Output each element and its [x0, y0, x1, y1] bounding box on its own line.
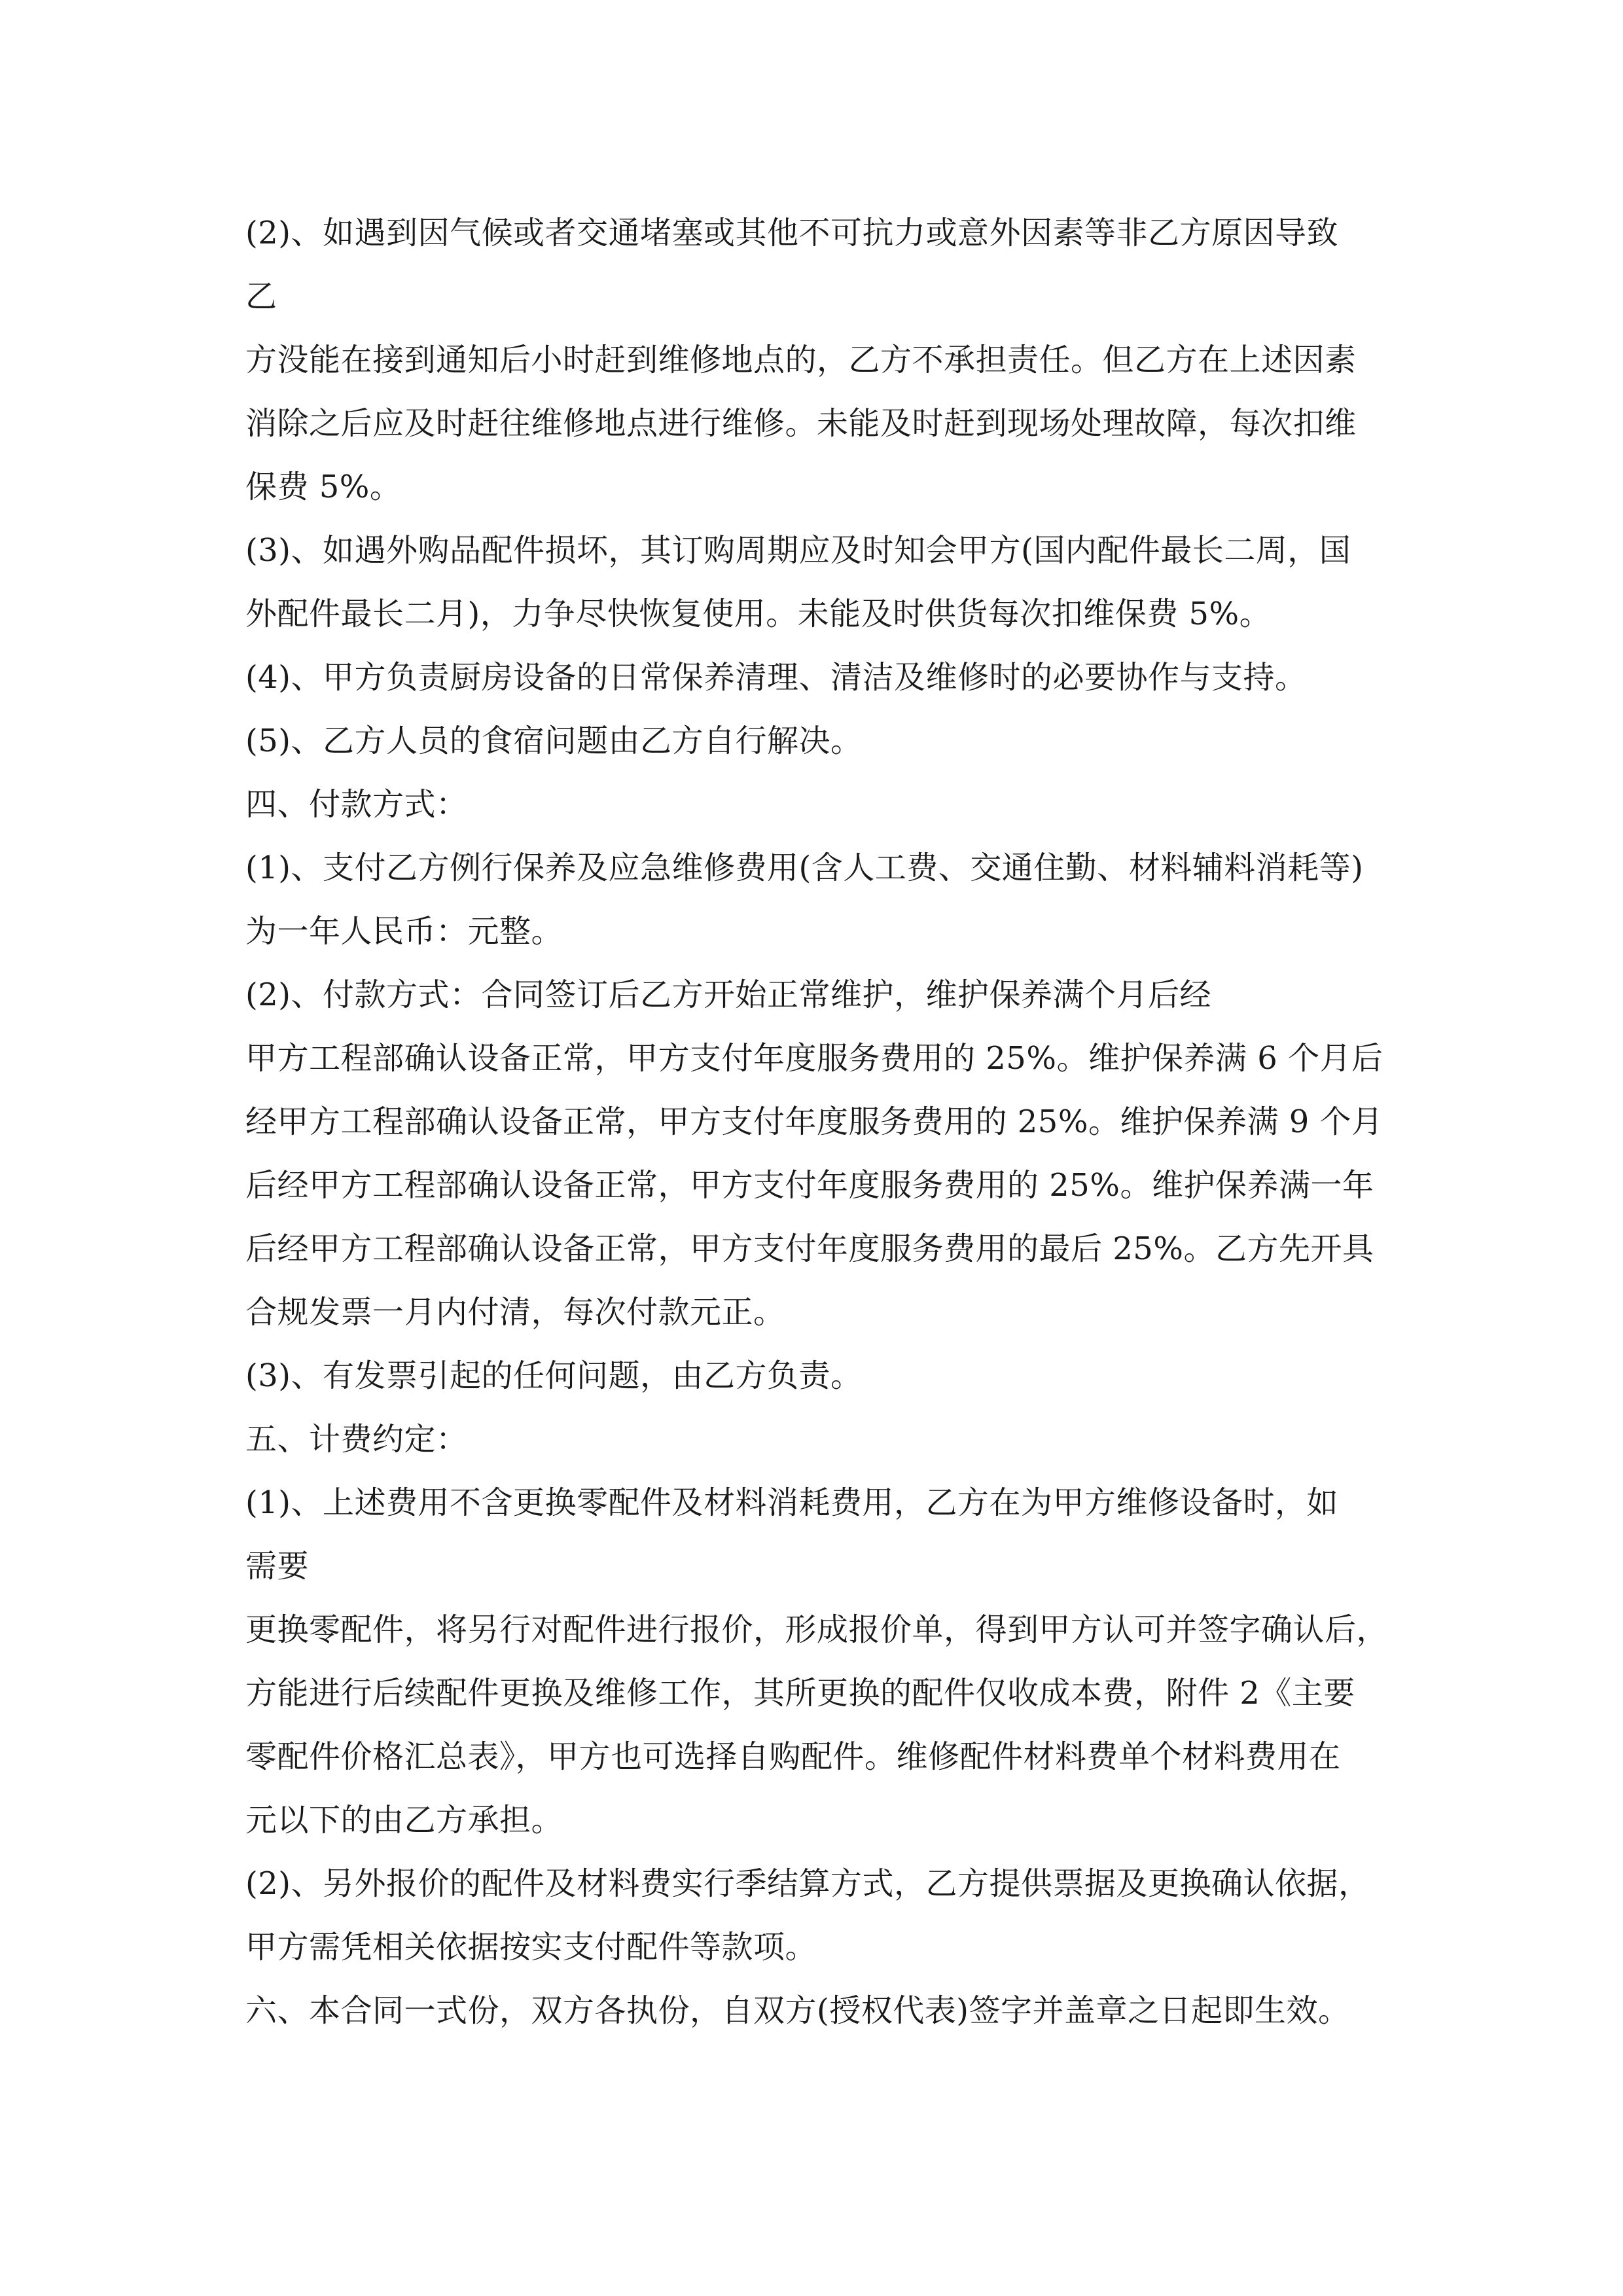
text-line: 方能进行后续配件更换及维修工作，其所更换的配件仅收成本费，附件 2《主要 [245, 1675, 1355, 1712]
text-line: (3)、如遇外购品配件损坏，其订购周期应及时知会甲方(国内配件最长二周，国 [245, 532, 1351, 569]
text-line: 为一年人民币：元整。 [245, 913, 563, 950]
text-line: 甲方需凭相关依据按实支付配件等款项。 [245, 1929, 817, 1965]
text-line: 外配件最长二月)，力争尽快恢复使用。未能及时供货每次扣维保费 5%。 [245, 596, 1272, 632]
text-line: (5)、乙方人员的食宿问题由乙方自行解决。 [245, 723, 863, 759]
text-line: (1)、上述费用不含更换零配件及材料消耗费用，乙方在为甲方维修设备时，如 [245, 1484, 1338, 1521]
section-heading: 六、本合同一式份，双方各执份，自双方(授权代表)签字并盖章之日起即生效。 [245, 1992, 1350, 2029]
text-line: 后经甲方工程部确认设备正常，甲方支付年度服务费用的最后 25%。乙方先开具 [245, 1230, 1374, 1267]
text-line: 方没能在接到通知后小时赶到维修地点的，乙方不承担责任。但乙方在上述因素 [245, 342, 1357, 378]
text-line: (4)、甲方负责厨房设备的日常保养清理、清洁及维修时的必要协作与支持。 [245, 659, 1307, 696]
text-line: 后经甲方工程部确认设备正常，甲方支付年度服务费用的 25%。维护保养满一年 [245, 1167, 1374, 1204]
text-line: 甲方工程部确认设备正常，甲方支付年度服务费用的 25%。维护保养满 6 个月后 [245, 1040, 1383, 1077]
text-line: (2)、如遇到因气候或者交通堵塞或其他不可抗力或意外因素等非乙方原因导致 [245, 215, 1338, 251]
text-line: 乙 [245, 278, 277, 315]
section-heading: 四、付款方式： [245, 786, 468, 823]
text-line: 需要 [245, 1548, 310, 1585]
text-line: (2)、付款方式：合同签订后乙方开始正常维护，维护保养满个月后经 [245, 977, 1211, 1013]
text-line: 合规发票一月内付清，每次付款元正。 [245, 1294, 785, 1331]
text-line: (1)、支付乙方例行保养及应急维修费用(含人工费、交通住勤、材料辅料消耗等) [245, 850, 1364, 886]
text-line: 消除之后应及时赶往维修地点进行维修。未能及时赶到现场处理故障，每次扣维 [245, 405, 1357, 442]
text-line: 零配件价格汇总表》，甲方也可选择自购配件。维修配件材料费单个材料费用在 [245, 1738, 1341, 1775]
text-line: (2)、另外报价的配件及材料费实行季结算方式，乙方提供票据及更换确认依据， [245, 1865, 1370, 1902]
text-line: 保费 5%。 [245, 469, 402, 505]
text-line: 经甲方工程部确认设备正常，甲方支付年度服务费用的 25%。维护保养满 9 个月 [245, 1103, 1383, 1140]
text-line: 元以下的由乙方承担。 [245, 1802, 563, 1839]
section-heading: 五、计费约定： [245, 1421, 468, 1458]
contract-text-block [245, 202, 1389, 2043]
text-line: 更换零配件，将另行对配件进行报价，形成报价单，得到甲方认可并签字确认后， [245, 1611, 1389, 1648]
text-line: (3)、有发票引起的任何问题，由乙方负责。 [245, 1357, 863, 1394]
